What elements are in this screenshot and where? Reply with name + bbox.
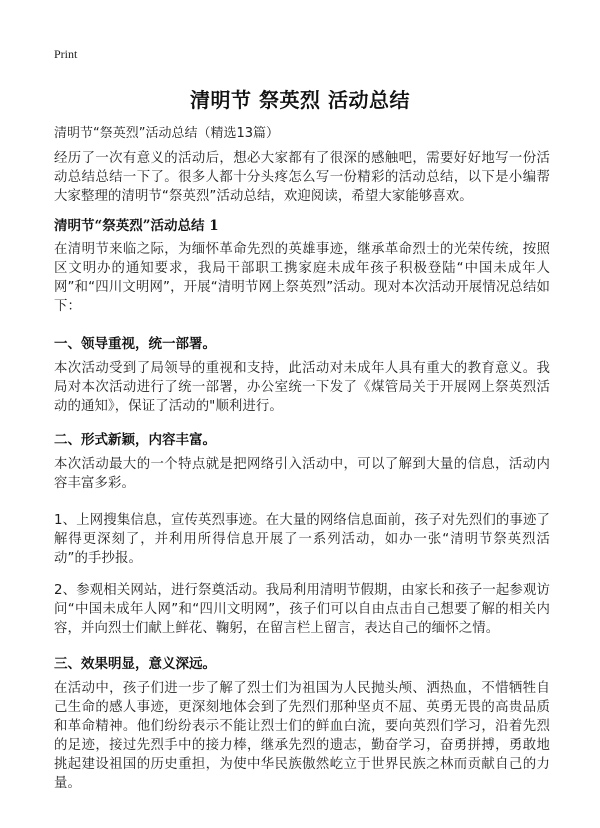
heading-format: 二、形式新颖，内容丰富。 xyxy=(54,432,216,448)
print-label[interactable]: Print xyxy=(54,47,78,61)
document-title: 清明节 祭英烈 活动总结 xyxy=(190,88,410,112)
opening-paragraph: 在清明节来临之际，为缅怀革命先烈的英雄事迹，继承革命烈士的光荣传统，按照区文明办的通知要求，我局干部职工携家庭未成年孩子积极登陆“中国未成年人网”和“四川文明网”，开展“清明节网上祭英烈”活动。现对本次活动开展情况总结如下： xyxy=(54,242,550,314)
document-subtitle: 清明节“祭英烈”活动总结（精选13篇） xyxy=(54,126,280,141)
paragraph-format: 本次活动最大的一个特点就是把网络引入活动中，可以了解到大量的信息，活动内容丰富多彩。 xyxy=(54,457,550,491)
list-item-visit-sites: 2、参观相关网站，进行祭奠活动。我局利用清明节假期，由家长和孩子一起参观访问“中国未成年人网”和“四川文明网”，孩子们可以自由点击自己想要了解的相关内容，并向烈士们献上鲜花、鞠躬，在留言栏上留言，表达自己的缅怀之情。 xyxy=(54,583,550,636)
section-title: 清明节“祭英烈”活动总结 1 xyxy=(54,218,219,234)
list-item-search-info: 1、上网搜集信息，宣传英烈事迹。在大量的网络信息面前，孩子对先烈们的事迹了解得更深刻了，并利用所得信息开展了一系列活动，如办一张“清明节祭英烈活动”的手抄报。 xyxy=(54,513,550,566)
intro-paragraph: 经历了一次有意义的活动后，想必大家都有了很深的感触吧，需要好好地写一份活动总结总结一下了。很多人都十分头疼怎么写一份精彩的活动总结，以下是小编帮大家整理的清明节“祭英烈”活动总结，欢迎阅读，希望大家能够喜欢。 xyxy=(54,151,550,204)
paragraph-leadership: 本次活动受到了局领导的重视和支持，此活动对未成年人具有重大的教育意义。我局对本次活动进行了统一部署，办公室统一下发了《煤管局关于开展网上祭英烈活动的通知》，保证了活动的"顺利进行。 xyxy=(54,361,550,414)
paragraph-effect: 在活动中，孩子们进一步了解了烈士们为祖国为人民抛头颅、洒热血，不惜牺牲自己生命的感人事迹，更深刻地体会到了先烈们那种坚贞不屈、英勇无畏的高贵品质和革命精神。他们纷纷表示不能让烈士们的鲜血白流，要向英烈们学习，沿着先烈的足迹，接过先烈手中的接力棒，继承先烈的遗志，勤奋学习，奋勇拼搏，勇敢地挑起建设祖国的历史重担，为使中华民族傲然屹立于世界民族之林而贡献自己的力量。 xyxy=(54,681,550,791)
heading-effect: 三、效果明显，意义深远。 xyxy=(54,656,216,672)
heading-leadership: 一、领导重视，统一部署。 xyxy=(54,336,216,352)
